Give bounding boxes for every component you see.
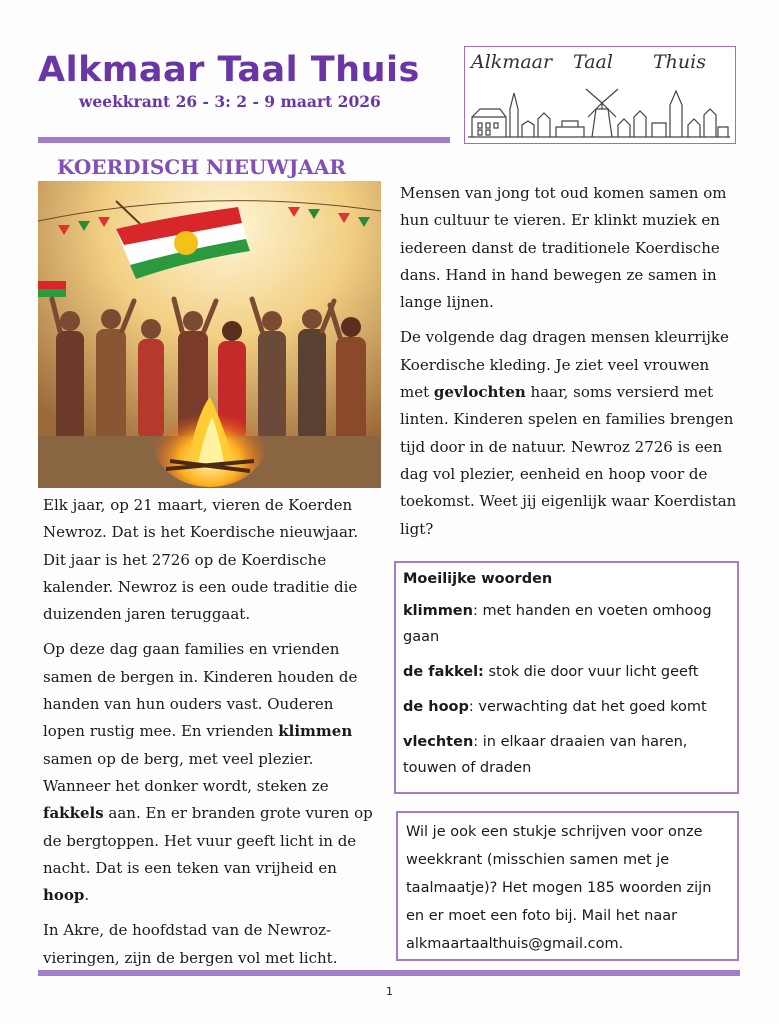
logo <box>464 46 736 144</box>
article-left-column <box>43 492 378 980</box>
text-span: De volgende dag dragen mensen kleurrijke Koerdische kleding. Je ziet veel vrouwen met <box>400 328 729 402</box>
word-definition: : in elkaar draaien van haren, touwen of draden <box>403 734 688 776</box>
text-span: aan. En er branden grote vuren op de bergtoppen. Het vuur geeft licht in de nacht. Dat is een teken van vrijheid en <box>43 804 373 877</box>
word-entry <box>403 729 730 781</box>
paragraph-intro-text: Elk jaar, op 21 maart, vieren de Koerden Newroz. Dat is het Koerdische nieuwjaar. Dit jaar is het 2726 op de Koerdische kalender. Newroz is een oude traditie die duizenden jaren teruggaat. <box>43 496 359 624</box>
contribution-call-box <box>396 811 739 961</box>
issue-subtitle: weekkrant 26 - 3: 2 - 9 maart 2026 <box>79 92 381 111</box>
difficult-words-heading: Moeilijke woorden <box>403 571 553 587</box>
page-number: 1 <box>386 985 393 998</box>
word-definition: stok die door vuur licht geeft <box>483 664 699 680</box>
article-heading: KOERDISCH NIEUWJAAR <box>57 155 346 179</box>
skyline-icon <box>466 79 734 141</box>
text-span: . <box>84 886 90 905</box>
word-entry <box>403 598 730 650</box>
logo-word-alkmaar: Alkmaar <box>471 51 553 73</box>
word-entry <box>403 659 730 685</box>
keyword-klimmen: klimmen <box>278 722 353 741</box>
top-divider <box>38 137 450 143</box>
word-term: de hoop <box>403 699 469 715</box>
word-term: klimmen <box>403 603 473 619</box>
paragraph-akre-text: In Akre, de hoofdstad van de Newroz-vieringen, zijn de bergen vol met licht. <box>43 921 338 967</box>
text-span: samen op de berg, met veel plezier. Wanneer het donker wordt, steken ze <box>43 749 329 795</box>
paragraph-clothing <box>400 324 742 542</box>
word-definition: : verwachting dat het goed komt <box>468 699 707 715</box>
contribution-call-text: Wil je ook een stukje schrijven voor onze weekkrant (misschien samen met je taalmaatje)? Het mogen 185 woorden zijn en er moet een foto bij. Mail het naar alkmaartaalthuis@gmail.com. <box>406 824 712 952</box>
word-term: vlechten <box>403 734 474 750</box>
paragraph-akre <box>43 917 378 972</box>
word-term: de fakkel: <box>403 664 484 680</box>
keyword-fakkels: fakkels <box>43 804 104 823</box>
word-entry <box>403 694 730 720</box>
bottom-divider <box>38 970 740 976</box>
difficult-words-box <box>394 561 739 794</box>
newspaper-title: Alkmaar Taal Thuis <box>38 50 420 90</box>
article-right-column <box>400 180 742 551</box>
paragraph-mountains <box>43 636 378 909</box>
word-definition: : met handen en voeten omhoog gaan <box>403 603 712 645</box>
keyword-hoop: hoop <box>43 886 85 905</box>
keyword-gevlochten: gevlochten <box>433 383 526 402</box>
logo-word-taal: Taal <box>573 51 613 73</box>
paragraph-dance: Mensen van jong tot oud komen samen om hun cultuur te vieren. Er klinkt muziek en iedereen danst de traditionele Koerdische dans. Hand in hand bewegen ze samen in lange lijnen. <box>400 184 727 312</box>
text-span: haar, soms versierd met linten. Kinderen spelen en families brengen tijd door in de natuur. Newroz 2726 is een dag vol plezier, eenheid en hoop voor de toekomst. Weet jij eigenlijk waar Koerdistan ligt? <box>400 383 737 538</box>
paragraph-intro <box>43 492 378 628</box>
text-span: Op deze dag gaan families en vrienden samen de bergen in. Kinderen houden de handen van hun ouders vast. Ouderen lopen rustig mee. En vrienden <box>43 640 358 741</box>
newroz-celebration-photo <box>38 181 381 488</box>
logo-word-thuis: Thuis <box>653 51 706 73</box>
